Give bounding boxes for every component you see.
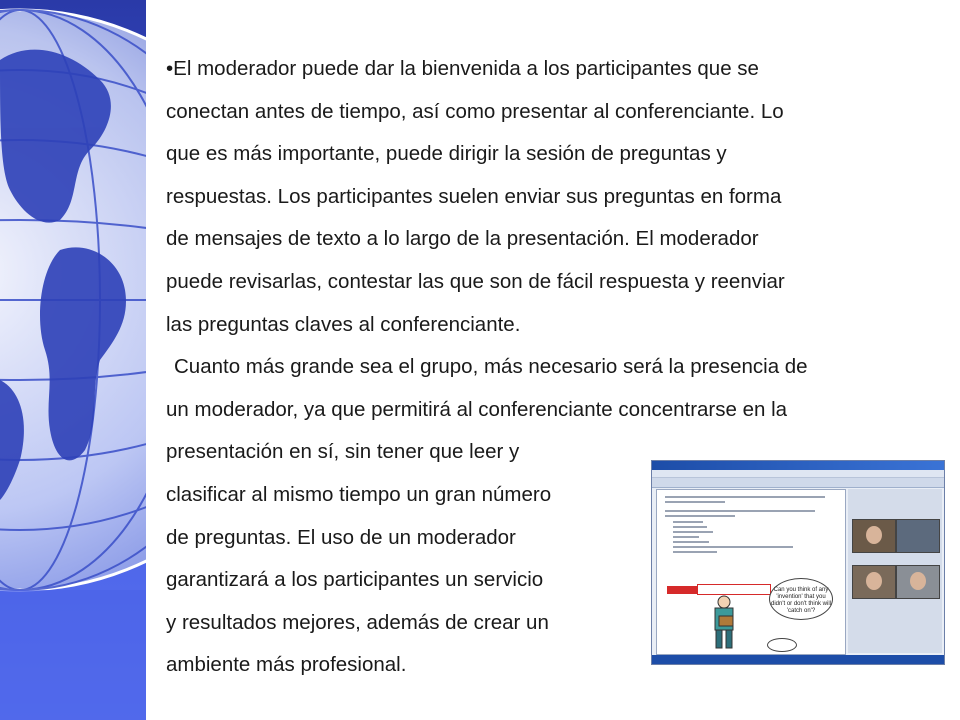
text-line: de preguntas. El uso de un moderador	[166, 525, 516, 549]
participant-face-icon	[866, 526, 882, 544]
text-line: Cuanto más grande sea el grupo, más necesario será la presencia de	[174, 355, 808, 379]
text-line: las preguntas claves al conferenciante.	[166, 312, 521, 336]
globe-icon	[0, 0, 146, 720]
webcam-video	[852, 519, 896, 553]
text-line: conectan antes de tiempo, así como presentar al conferenciante. Lo	[166, 99, 784, 123]
text-line: ambiente más profesional.	[166, 653, 407, 677]
participant-face-icon	[866, 572, 882, 590]
text-line-placeholder	[673, 546, 793, 548]
shot-toolbar	[652, 478, 944, 488]
paragraph-moderator-role	[166, 48, 926, 346]
text-line-placeholder	[673, 526, 707, 528]
text-line-placeholder	[673, 551, 717, 553]
text-line: puede revisarlas, contestar las que son de fácil respuesta y reenviar	[166, 269, 785, 293]
text-line: un moderador, ya que permitirá al conferenciante concentrarse en la	[166, 397, 788, 421]
webcam-video	[896, 519, 940, 553]
text-line-placeholder	[673, 531, 713, 533]
webinar-software-screenshot	[651, 460, 945, 665]
text-line: clasificar al mismo tiempo un gran número	[166, 482, 552, 506]
shot-titlebar	[652, 461, 944, 470]
paragraph-group-size	[166, 346, 926, 389]
shot-document-pane	[656, 489, 846, 655]
text-line-placeholder	[665, 515, 735, 517]
shot-participants-pane	[848, 489, 942, 653]
text-line: de mensajes de texto a lo largo de la presentación. El moderador	[166, 227, 759, 251]
speech-bubble: Can you think of any 'invention' that you didn't or don't think will 'catch on'?	[769, 578, 833, 620]
decorative-globe-band	[0, 0, 146, 720]
text-line: •El moderador puede dar la bienvenida a los participantes que se	[166, 57, 759, 80]
text-line-placeholder	[665, 510, 815, 512]
text-line-placeholder	[673, 521, 703, 523]
text-line: que es más importante, puede dirigir la sesión de preguntas y	[166, 142, 727, 166]
cartoon-person-icon	[705, 594, 743, 650]
text-line: respuestas. Los participantes suelen enviar sus preguntas en forma	[166, 184, 782, 208]
text-line: garantizará a los participantes un servicio	[166, 568, 544, 592]
text-line-placeholder	[665, 501, 725, 503]
shot-menubar	[652, 470, 944, 478]
red-arrow-icon	[667, 586, 697, 594]
shot-statusbar	[652, 655, 944, 664]
text-line: presentación en sí, sin tener que leer y	[166, 440, 520, 464]
text-line: y resultados mejores, además de crear un	[166, 610, 549, 634]
webcam-video	[896, 565, 940, 599]
participant-face-icon	[910, 572, 926, 590]
small-speech-bubble-icon	[767, 638, 797, 652]
text-line-placeholder	[665, 496, 825, 498]
webcam-video	[852, 565, 896, 599]
text-line-placeholder	[673, 541, 709, 543]
text-line-placeholder	[673, 536, 699, 538]
